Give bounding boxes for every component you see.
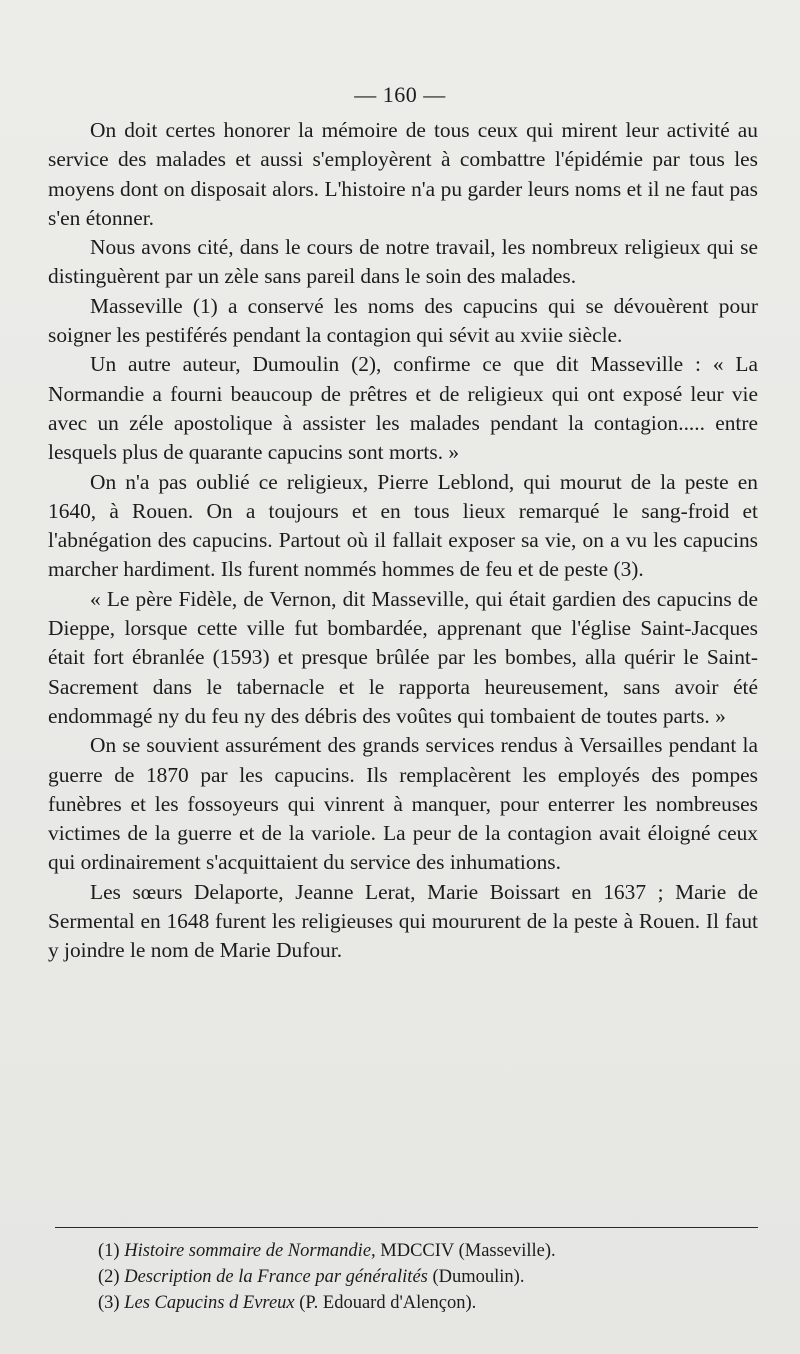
paragraph: Nous avons cité, dans le cours de notre travail, les nombreux religieux qui se distinguèrent par un zèle sans pareil dans le soin des malades. [48, 235, 758, 289]
footnote [98, 1290, 778, 1316]
footnote-divider [55, 1227, 758, 1228]
paragraph: On se souvient assurément des grands services rendus à Versailles pendant la guerre de 1870 par les capucins. Ils remplacèrent les employés des pompes funèbres et les fossoyeurs qui vinrent à manquer, pour enterrer les nombreuses victimes de la guerre et de la variole. La peur de la contagion avait éloigné ceux qui ordinairement s'acquittaient du service des inhumations. [48, 733, 758, 875]
main-text [48, 116, 758, 966]
footnote-marker: (3) [98, 1293, 120, 1313]
footnote-text: MDCCIV (Masseville). [375, 1241, 556, 1261]
paragraph: Masseville (1) a conservé les noms des capucins qui se dévouèrent pour soigner les pestiférés pendant la contagion qui sévit au xviie siècle. [48, 293, 758, 348]
paragraph: « Le père Fidèle, de Vernon, dit Masseville, qui était gardien des capucins de Dieppe, lorsque cette ville fut bombardée, apprenant que l'église Saint-Jacques était fort ébranlée (1593) et presque brûlée par les bombes, alla quérir le Saint-Sacrement dans le tabernacle et le rapporta heureusement, sans avoir été endommagé ny du feu ny des débris des voûtes qui tombaient de toutes parts. » [48, 586, 758, 728]
footnote-title: Les Capucins d Evreux [124, 1293, 295, 1313]
paragraph: Un autre auteur, Dumoulin (2), confirme ce que dit Masseville : « La Normandie a fourni beaucoup de prêtres et de religieux qui ont exposé leur vie avec un zéle apostolique à assister les malades pendant la contagion..... entre lesquels plus de quarante capucins sont morts. » [48, 352, 758, 465]
footnote-text: (Dumoulin). [427, 1267, 525, 1287]
footnote [98, 1238, 778, 1264]
paragraph: On doit certes honorer la mémoire de tous ceux qui mirent leur activité au service des malades et aussi s'employèrent à combattre l'épidémie par tous les moyens dont on disposait alors. L'histoire n'a pu garder leurs noms et il ne faut pas s'en étonner. [48, 118, 758, 230]
footnote-text: (P. Edouard d'Alençon). [294, 1293, 477, 1313]
footnote-title: Histoire sommaire de Normandie, [124, 1241, 376, 1261]
footnotes [98, 1238, 778, 1316]
paragraph: On n'a pas oublié ce religieux, Pierre Leblond, qui mourut de la peste en 1640, à Rouen. On a toujours et en tous lieux remarqué le sang-froid et l'abnégation des capucins. Partout où il fallait exposer sa vie, on a vu les capucins marcher hardiment. Ils furent nommés hommes de feu et de peste (3). [48, 469, 758, 582]
footnote-marker: (2) [98, 1267, 120, 1287]
footnote-title: Description de la France par généralités [124, 1267, 428, 1287]
footnote [98, 1264, 778, 1290]
footnote-marker: (1) [98, 1241, 120, 1261]
paragraph: Les sœurs Delaporte, Jeanne Lerat, Marie Boissart en 1637 ; Marie de Sermental en 1648 furent les religieuses qui moururent de la peste à Rouen. Il faut y joindre le nom de Marie Dufour. [48, 879, 758, 963]
page-number: — 160 — [354, 82, 446, 107]
